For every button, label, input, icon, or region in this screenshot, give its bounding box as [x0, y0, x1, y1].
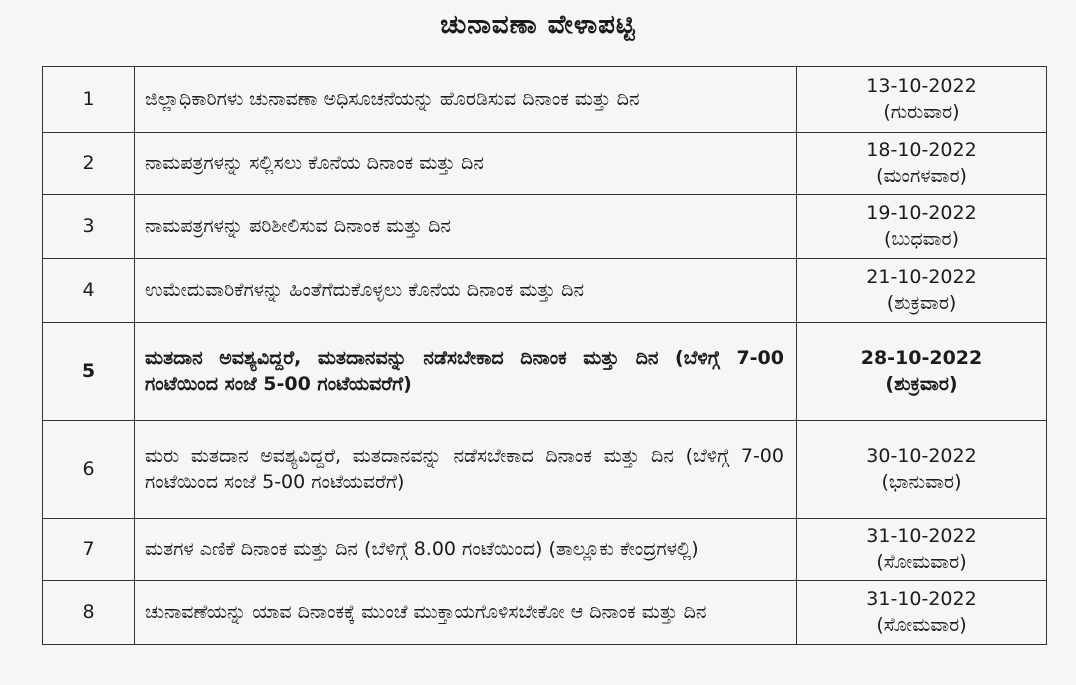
row-date-cell: [797, 323, 1047, 421]
row-number: 3: [43, 195, 135, 259]
election-schedule-table: [42, 66, 1047, 645]
row-number: 1: [43, 67, 135, 133]
row-date-cell: [797, 133, 1047, 195]
table-row: [43, 581, 1047, 645]
row-number: 4: [43, 259, 135, 323]
row-day: (ಸೋಮವಾರ): [876, 550, 967, 573]
row-description: ನಾಮಪತ್ರಗಳನ್ನು ಪರಿಶೀಲಿಸುವ ದಿನಾಂಕ ಮತ್ತು ದಿನ: [135, 195, 797, 259]
row-date: 21-10-2022: [866, 265, 977, 288]
row-description: ಉಮೇದುವಾರಿಕೆಗಳನ್ನು ಹಿಂತೆಗೆದುಕೊಳ್ಳಲು ಕೊನೆಯ ದಿನಾಂಕ ಮತ್ತು ದಿನ: [135, 259, 797, 323]
table-row: [43, 133, 1047, 195]
table-row: [43, 519, 1047, 581]
row-date-cell: [797, 581, 1047, 645]
row-number: 6: [43, 421, 135, 519]
table-row: [43, 67, 1047, 133]
row-date-cell: [797, 519, 1047, 581]
row-date: 13-10-2022: [866, 74, 977, 97]
row-date: 30-10-2022: [866, 444, 977, 467]
table-row: [43, 421, 1047, 519]
row-date-cell: [797, 421, 1047, 519]
row-date: 28-10-2022: [860, 346, 983, 369]
row-day: (ಬುಧವಾರ): [884, 227, 959, 250]
row-date: 18-10-2022: [866, 138, 977, 161]
row-day: (ಶುಕ್ರವಾರ): [886, 291, 957, 314]
row-day: (ಭಾನುವಾರ): [881, 470, 962, 493]
row-description: ಜಿಲ್ಲಾಧಿಕಾರಿಗಳು ಚುನಾವಣಾ ಅಧಿಸೂಚನೆಯನ್ನು ಹೊರಡಿಸುವ ದಿನಾಂಕ ಮತ್ತು ದಿನ: [135, 67, 797, 133]
row-number: 2: [43, 133, 135, 195]
row-number: 8: [43, 581, 135, 645]
row-day: (ಗುರುವಾರ): [883, 100, 960, 123]
table-row: [43, 323, 1047, 421]
row-number: 7: [43, 519, 135, 581]
row-description: ನಾಮಪತ್ರಗಳನ್ನು ಸಲ್ಲಿಸಲು ಕೊನೆಯ ದಿನಾಂಕ ಮತ್ತು ದಿನ: [135, 133, 797, 195]
row-description: ಮತಗಳ ಎಣಿಕೆ ದಿನಾಂಕ ಮತ್ತು ದಿನ (ಬೆಳಿಗ್ಗೆ 8.00 ಗಂಟೆಯಿಂದ) (ತಾಲ್ಲೂಕು ಕೇಂದ್ರಗಳಲ್ಲಿ): [135, 519, 797, 581]
row-day: (ಸೋಮವಾರ): [876, 613, 967, 636]
table-row: [43, 195, 1047, 259]
row-date: 31-10-2022: [866, 587, 977, 610]
row-description: ಮತದಾನ ಅವಶ್ಯವಿದ್ದರೆ, ಮತದಾನವನ್ನು ನಡೆಸಬೇಕಾದ ದಿನಾಂಕ ಮತ್ತು ದಿನ (ಬೆಳಿಗ್ಗೆ 7-00 ಗಂಟೆಯಿಂದ ಸಂಜೆ 5-00 ಗಂಟೆಯವರೆಗೆ): [135, 323, 797, 421]
row-number: 5: [43, 323, 135, 421]
table-row: [43, 259, 1047, 323]
row-description: ಚುನಾವಣೆಯನ್ನು ಯಾವ ದಿನಾಂಕಕ್ಕೆ ಮುಂಚೆ ಮುಕ್ತಾಯಗೊಳಿಸಬೇಕೋ ಆ ದಿನಾಂಕ ಮತ್ತು ದಿನ: [135, 581, 797, 645]
page-title: ಚುನಾವಣಾ ವೇಳಾಪಟ್ಟಿ: [440, 10, 636, 40]
row-date-cell: [797, 195, 1047, 259]
row-day: (ಶುಕ್ರವಾರ): [885, 372, 958, 395]
row-date: 31-10-2022: [866, 524, 977, 547]
row-day: (ಮಂಗಳವಾರ): [876, 164, 967, 187]
row-date-cell: [797, 67, 1047, 133]
row-date-cell: [797, 259, 1047, 323]
row-date: 19-10-2022: [866, 201, 977, 224]
row-description: ಮರು ಮತದಾನ ಅವಶ್ಯವಿದ್ದರೆ, ಮತದಾನವನ್ನು ನಡೆಸಬೇಕಾದ ದಿನಾಂಕ ಮತ್ತು ದಿನ (ಬೆಳಿಗ್ಗೆ 7-00 ಗಂಟೆಯಿಂದ ಸಂಜೆ 5-00 ಗಂಟೆಯವರೆಗೆ): [135, 421, 797, 519]
